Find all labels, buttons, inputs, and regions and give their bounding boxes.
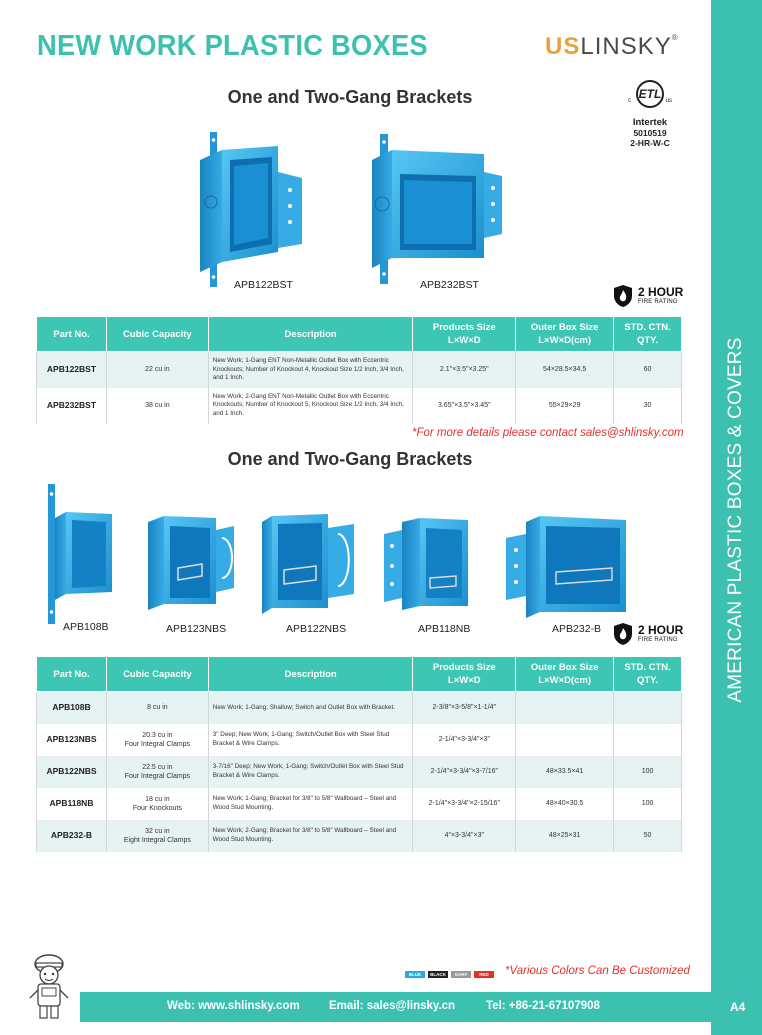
product-label: APB122NBS — [286, 623, 347, 635]
table-row — [37, 724, 682, 756]
cell-product-size: 2.1"×3.5"×3.25" — [413, 352, 516, 388]
contact-note: *For more details please contact sales@shlinsky.com — [412, 427, 684, 439]
cell-outer-box-size: 55×29×29 — [516, 388, 614, 424]
cell-part-no: APB122NBS — [37, 756, 107, 788]
product-label: APB118NB — [418, 623, 471, 635]
cell-product-size: 2-1/4"×3-3/4"×3-7/16" — [413, 756, 516, 788]
brand-logo-linsky: LINSKY — [580, 33, 672, 60]
cell-description: New Work; 2-Gang ENT Non-Metallic Outlet Box with Eccentric Knockouts; Number of Knockout 5, Knockout Size 1/2 Inch, 3/4 Inch, and 1 Inch. — [208, 388, 413, 424]
footer-phone: Tel: +86-21-67107908 — [486, 1000, 600, 1012]
color-swatch-gray: GARY — [451, 971, 471, 978]
cell-capacity: 32 cu in Eight Integral Clamps — [106, 820, 208, 852]
page-number: A4 — [730, 1000, 746, 1014]
product-label: APB122BST — [234, 279, 293, 291]
footer-email: Email: sales@linsky.cn — [329, 1000, 456, 1012]
col-header: STD. CTN. QTY. — [614, 657, 682, 692]
cell-description: 3-7/16" Deep; New Work; 1-Gang; Switch/Outlet Box with Steel Stud Bracket & Wire Clamps. — [208, 756, 413, 788]
col-header: Description — [208, 657, 413, 692]
spec-table-2 — [36, 656, 682, 852]
cell-capacity: 18 cu in Four Knockouts — [106, 788, 208, 820]
table-row — [37, 756, 682, 788]
cell-part-no: APB232-B — [37, 820, 107, 852]
cell-outer-box-size — [516, 724, 614, 756]
col-header: Cubic Capacity — [106, 657, 208, 692]
table-header-row — [37, 317, 682, 352]
cell-description: 3" Deep; New Work; 1-Gang; Switch/Outlet Box with Steel Stud Bracket & Wire Clamps. — [208, 724, 413, 756]
cell-product-size: 2-1/4"×3-3/4"×2-15/16" — [413, 788, 516, 820]
col-header: STD. CTN. QTY. — [614, 317, 682, 352]
product-label: APB232BST — [420, 279, 479, 291]
badge-hours: 2 HOUR — [638, 622, 684, 637]
apb118nb-box-image — [382, 518, 472, 613]
registered-mark: ® — [671, 33, 679, 42]
cell-capacity: 38 cu in — [106, 388, 208, 424]
cert-rating: 2-HR-W-C — [630, 138, 670, 148]
cell-description: New Work; 1-Gang; Shallow; Switch and Outlet Box with Bracket. — [208, 692, 413, 724]
col-header: Part No. — [37, 657, 107, 692]
cell-ctn-qty — [614, 692, 682, 724]
badge-hours: 2 HOUR — [638, 284, 684, 299]
cert-number: 5010519 — [633, 128, 667, 138]
color-swatch-black: BLACK — [428, 971, 448, 978]
product-label: APB123NBS — [166, 623, 227, 635]
flame-shield-icon — [612, 622, 634, 646]
cell-ctn-qty: 100 — [614, 788, 682, 820]
cell-capacity: 20.3 cu in Four Integral Clamps — [106, 724, 208, 756]
apb122bst-box-image — [190, 132, 305, 287]
side-category-title: AMERICAN PLASTIC BOXES & COVERS — [725, 337, 746, 703]
cell-part-no: APB108B — [37, 692, 107, 724]
section-heading-1: One and Two-Gang Brackets — [227, 87, 473, 107]
cell-capacity: 22 cu in — [106, 352, 208, 388]
col-header: Outer Box Size L×W×D(cm) — [516, 657, 614, 692]
table-row — [37, 692, 682, 724]
cell-outer-box-size: 48×33.5×41 — [516, 756, 614, 788]
brand-logo-us: US — [545, 33, 581, 60]
cell-outer-box-size: 54×28.5×34.5 — [516, 352, 614, 388]
colors-note: *Various Colors Can Be Customized — [505, 965, 690, 977]
etl-circle: ETL — [636, 80, 664, 108]
col-header: Products Size L×W×D — [413, 657, 516, 692]
col-header: Part No. — [37, 317, 107, 352]
cell-capacity: 8 cu in — [106, 692, 208, 724]
cell-description: New Work; 1-Gang; Bracket for 3/8" to 5/8" Wallboard – Steel and Wood Stud Mounting. — [208, 788, 413, 820]
cell-ctn-qty — [614, 724, 682, 756]
cell-product-size: 4"×3-3/4"×3" — [413, 820, 516, 852]
cell-part-no: APB122BST — [37, 352, 107, 388]
cell-product-size: 2-1/4"×3-3/4"×3" — [413, 724, 516, 756]
cert-us-mark: us — [665, 98, 672, 104]
table-header-row — [37, 657, 682, 692]
col-header: Outer Box Size L×W×D(cm) — [516, 317, 614, 352]
cell-part-no: APB123NBS — [37, 724, 107, 756]
apb108b-box-image — [44, 484, 116, 624]
footer-website: Web: www.shlinsky.com — [167, 1000, 300, 1012]
table-row — [37, 820, 682, 852]
cert-lab: Intertek — [632, 117, 668, 128]
col-header: Cubic Capacity — [106, 317, 208, 352]
apb122nbs-box-image — [258, 510, 358, 618]
cell-part-no: APB232BST — [37, 388, 107, 424]
page-title: NEW WORK PLASTIC BOXES — [37, 30, 428, 62]
table-row — [37, 388, 682, 424]
color-swatch-red: RED — [474, 971, 494, 978]
cell-description: New Work; 2-Gang; Bracket for 3/8" to 5/8" Wallboard – Steel and Wood Stud Mounting. — [208, 820, 413, 852]
cert-c-mark: c — [628, 98, 631, 104]
cell-outer-box-size: 48×25×31 — [516, 820, 614, 852]
col-header: Products Size L×W×D — [413, 317, 516, 352]
product-label: APB108B — [63, 621, 109, 633]
apb123nbs-box-image — [142, 512, 237, 612]
table-row — [37, 788, 682, 820]
color-swatch-blue: BLUE — [405, 971, 425, 978]
cell-product-size: 2-3/8"×3-5/8"×1-1/4" — [413, 692, 516, 724]
col-header: Description — [208, 317, 413, 352]
apb232bst-box-image — [366, 134, 506, 284]
fire-rating-badge — [612, 622, 683, 646]
table-row — [37, 352, 682, 388]
fire-rating-badge — [612, 284, 683, 308]
badge-label: FIRE RATING — [638, 636, 678, 643]
cell-ctn-qty: 50 — [614, 820, 682, 852]
cell-outer-box-size: 48×40×30.5 — [516, 788, 614, 820]
cell-ctn-qty: 60 — [614, 352, 682, 388]
spec-table-1 — [36, 316, 682, 424]
cell-outer-box-size — [516, 692, 614, 724]
product-label: APB232-B — [552, 623, 602, 635]
cell-description: New Work; 1-Gang ENT Non-Metallic Outlet Box with Eccentric Knockouts; Number of Knockout 4, Knockout Size 1/2 Inch, 3/4 Inch, and 1 Inch. — [208, 352, 413, 388]
cell-ctn-qty: 100 — [614, 756, 682, 788]
cell-capacity: 22.5 cu in Four Integral Clamps — [106, 756, 208, 788]
badge-label: FIRE RATING — [638, 298, 678, 305]
brand-logo — [545, 33, 679, 61]
color-swatches — [405, 971, 494, 978]
apb232-b-box-image — [504, 512, 629, 620]
flame-shield-icon — [612, 284, 634, 308]
cell-product-size: 3.65"×3.5"×3.45" — [413, 388, 516, 424]
section-heading-2: One and Two-Gang Brackets — [227, 449, 473, 469]
cell-part-no: APB118NB — [37, 788, 107, 820]
cell-ctn-qty: 30 — [614, 388, 682, 424]
worker-mascot-icon — [27, 952, 71, 1022]
